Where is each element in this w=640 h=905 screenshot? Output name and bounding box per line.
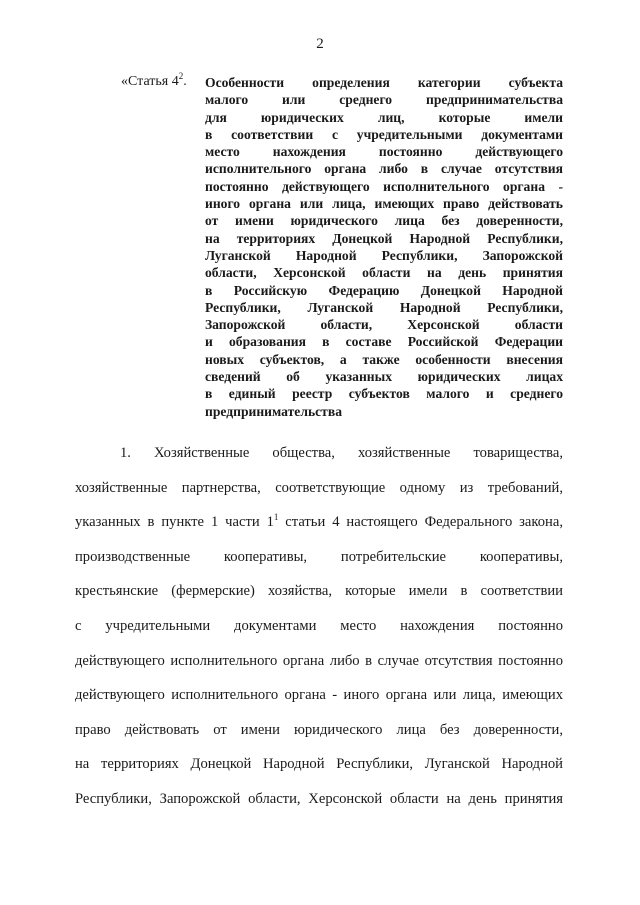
article-title-line: Запорожской области, Херсонской области	[205, 317, 563, 333]
article-title-line: в Российскую Федерацию Донецкой Народной	[205, 282, 563, 298]
article-title-line: Луганской Народной Республики, Запорожской	[205, 247, 563, 263]
body-line	[75, 505, 563, 540]
body-line: на территориях Донецкой Народной Республики, Луганской Народной	[75, 756, 563, 773]
body-line-text: указанных в пункте 1 части 1	[75, 514, 274, 531]
article-label-superscript: 2	[178, 71, 184, 81]
article-title-line: иного органа или лица, имеющих право действовать	[205, 196, 563, 212]
body-line: Республики, Запорожской области, Херсонской области на день принятия	[75, 790, 563, 807]
article-title-line: и образования в составе Российской Федерации	[205, 334, 563, 350]
article-title-line: на территориях Донецкой Народной Республики,	[205, 230, 563, 246]
body-line-text: статьи 4 настоящего Федерального закона,	[278, 514, 563, 531]
article-title-line: Особенности определения категории субъекта	[205, 75, 563, 90]
article-title-line: Республики, Луганской Народной Республики,	[205, 299, 563, 315]
body-line: действующего исполнительного органа - иного органа или лица, имеющих	[75, 687, 563, 704]
article-title-line: новых субъектов, а также особенности внесения	[205, 351, 563, 367]
page-number: 2	[316, 36, 324, 52]
body-line: право действовать от имени юридического лица без доверенности,	[75, 721, 563, 738]
body-line: с учредительными документами место нахождения постоянно	[75, 617, 563, 634]
body-line: крестьянские (фермерские) хозяйства, которые имели в соответствии	[75, 583, 563, 600]
article-title-line: исполнительного органа либо в случае отсутствия	[205, 161, 563, 177]
article-title-line: в соответствии с учредительными документами	[205, 126, 563, 142]
body-line-superscript: 1	[273, 512, 279, 523]
article-title	[205, 74, 563, 420]
body-line: действующего исполнительного органа либо в случае отсутствия постоянно	[75, 652, 563, 669]
body-line: производственные кооперативы, потребительские кооперативы,	[75, 548, 563, 565]
article-title-line: место нахождения постоянно действующего	[205, 144, 563, 160]
article-title-line: для юридических лиц, которые имели	[205, 109, 563, 125]
body-line: хозяйственные партнерства, соответствующие одному из требований,	[75, 479, 563, 496]
article-label-text: «Статья 4	[121, 74, 179, 89]
body-line: 1. Хозяйственные общества, хозяйственные товарищества,	[120, 445, 563, 461]
article-title-line: от имени юридического лица без доверенности,	[205, 213, 563, 229]
article-title-line: предпринимательства	[205, 403, 342, 419]
article-label	[121, 71, 187, 90]
body-paragraph	[75, 436, 563, 817]
article-title-line: в единый реестр субъектов малого и среднего	[205, 386, 563, 402]
article-title-line: постоянно действующего исполнительного органа -	[205, 178, 563, 194]
article-title-line: сведений об указанных юридических лицах	[205, 369, 563, 385]
article-title-line: малого или среднего предпринимательства	[205, 92, 563, 108]
article-label-suffix: .	[183, 74, 187, 89]
article-title-line: области, Херсонской области на день принятия	[205, 265, 563, 281]
